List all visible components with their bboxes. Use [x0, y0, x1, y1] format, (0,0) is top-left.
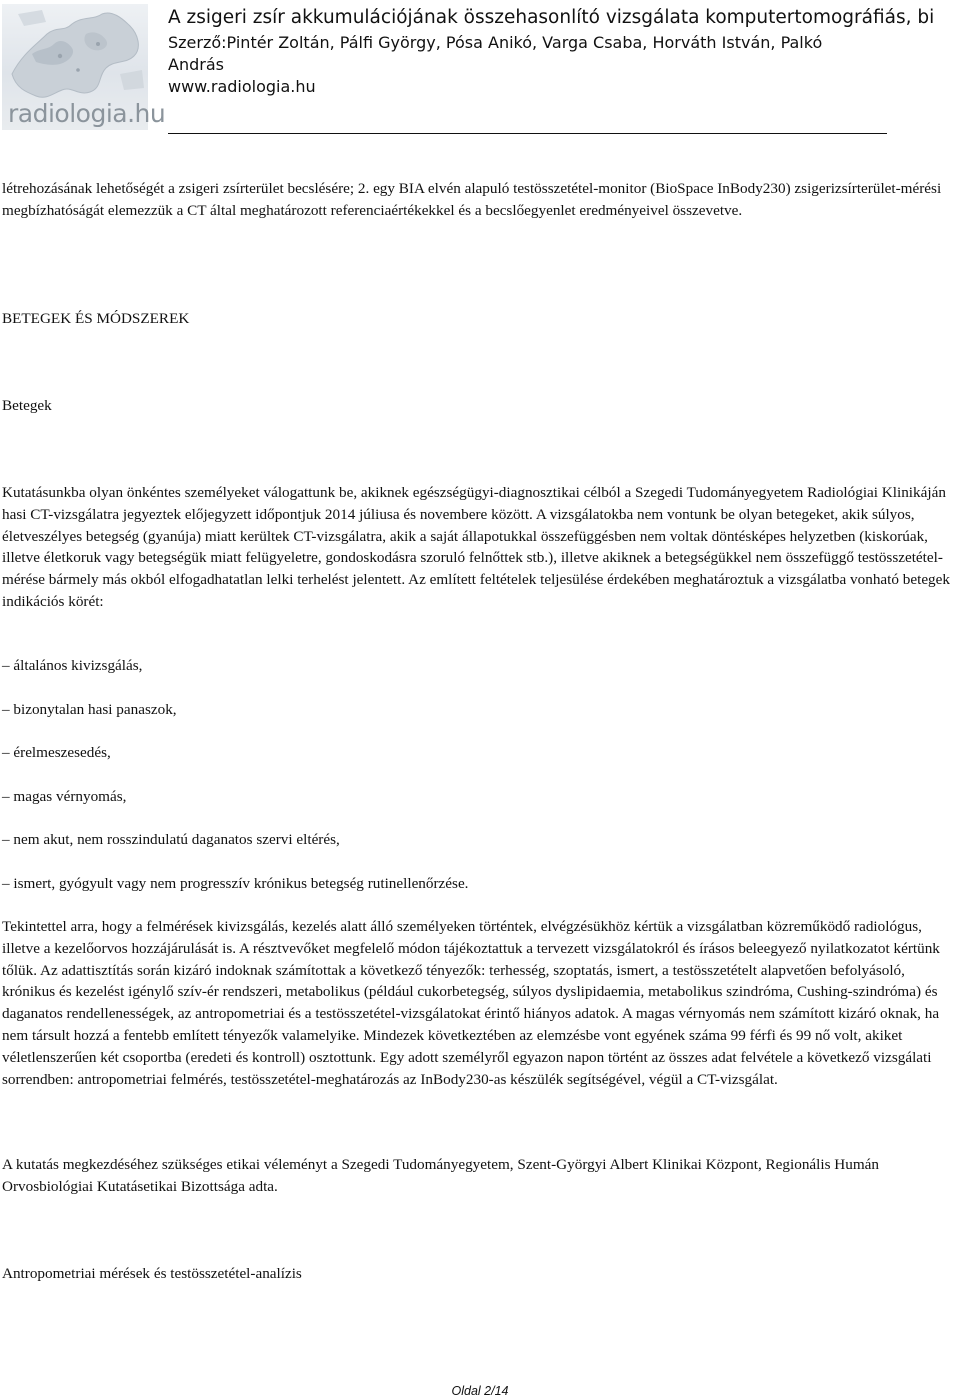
patients-text: Kutatásunkba olyan önkéntes személyeket válogattunk be, akiknek egészségügyi-diagnosztikai célból a Szegedi Tudományegyetem Radiológiai Klinikáján hasi CT-vizsgálatra jegyeztek előjegyzett időpontjuk 2014 júliusa és novembere között. A vizsgálatokba nem vontunk be olyan betegeket, akik súlyos, életveszélyes betegség (gyanúja) miatt kerültek CT-vizsgálatra, akik a saját állapotukkal összefüggésben nem voltak döntésképes helyzetben (kiskorúak, illetve életkoruk vagy betegségük miatt felügyeletre, gondoskodásra szoruló felnőttek stb.), illetve akiknek a betegségükkel nem összefüggő testösszetétel-mérése bármely más okból elfogadhatatlan lelki terhelést jelentett. Az említett feltételek teljesülése érdekében meghatároztuk a vizsgálatba vonható betegek indikációs körét: [2, 484, 950, 610]
patients-paragraph [2, 482, 952, 613]
header-divider [168, 133, 887, 134]
header-text-block [168, 6, 960, 98]
indication-item: – általános kivizsgálás, [2, 657, 143, 674]
indication-item: – ismert, gyógyult vagy nem progresszív krónikus betegség rutinellenőrzése. [2, 875, 469, 892]
page-number: Oldal 2/14 [451, 1384, 509, 1398]
indication-item: – magas vérnyomás, [2, 788, 127, 805]
page-header [0, 0, 960, 140]
intro-text: létrehozásának lehetőségét a zsigeri zsírterület becslésére; 2. egy BIA elvén alapuló testösszetétel-monitor (BioSpace InBody230) zsigerizsírterület-mérési megbízhatóságát elemezzük a CT által meghatározott referenciaértékekkel és a becslőegyenlet eredményeivel összevetve. [2, 180, 942, 219]
logo-wordmark: radiologia.hu [8, 99, 166, 128]
subsection-heading-patients: Betegek [2, 397, 52, 414]
indication-item: – érelmeszesedés, [2, 744, 111, 761]
radiologia-logo [2, 4, 166, 130]
indication-item: – bizonytalan hasi panaszok, [2, 701, 177, 718]
intro-paragraph [2, 178, 952, 222]
site-url[interactable]: www.radiologia.hu [168, 77, 316, 96]
section-heading-methods: BETEGEK ÉS MÓDSZEREK [2, 310, 190, 327]
indication-item: – nem akut, nem rosszindulatú daganatos szervi eltérés, [2, 831, 340, 848]
subsection-heading-anthropometry: Antropometriai mérések és testösszetétel-analízis [2, 1265, 302, 1282]
ethics-text: A kutatás megkezdéséhez szükséges etikai véleményt a Szegedi Tudományegyetem, Szent-Györgyi Albert Klinikai Központ, Regionális Humán Orvosbiológiai Kutatásetikai Bizottsága adta. [2, 1156, 880, 1195]
ethics-paragraph [2, 1154, 952, 1198]
author-list: Szerző:Pintér Zoltán, Pálfi György, Pósa Anikó, Varga Csaba, Horváth István, Palkó András [168, 33, 823, 74]
document-title: A zsigeri zsír akkumulációjának összehasonlító vizsgálata komputertomográfiás, bi [168, 7, 935, 28]
consent-paragraph [2, 916, 952, 1090]
consent-text: Tekintettel arra, hogy a felmérések kivizsgálás, kezelés alatt álló személyeken történtek, elvégzésükhöz kértük a vizsgálatban közreműködő radiológus, illetve a kezelőorvos hozzájárulását is. A résztvevőket megfelelő módon tájékoztattuk a tervezett vizsgálatokról és írásos beleegyező nyilatkozatot kértünk tőlük. Az adattisztítás során kizáró indoknak számítottak a következő tényezők: terhesség, szoptatás, ismert, a testösszetételt alapvetően befolyásoló, krónikus és kezelést igénylő szív-ér rendszeri, metabolikus (például cukorbetegség, súlyos dyslipidaemia, metabolikus szindróma, Cushing-szindróma) és daganatos rendellenességek, az antropometriai és a testösszetétel-vizsgálatokat érintő hiányos adatok. A magas vérnyomás nem számított kizáró oknak, ha nem társult hozzá a fentebb említett tényezők valamelyike. Mindezek következtében az elemzésbe vont egyének száma 99 férfi és 99 nő volt, akiket véletlenszerűen két csoportba (eredeti és kontroll) osztottunk. Egy adott személyről egyazon napon történt az összes adat felvétele a következő vizsgálati sorrendben: antropometriai felmérés, testösszetétel-meghatározás az InBody230-as készülék segítségével, végül a CT-vizsgálat. [2, 918, 940, 1088]
